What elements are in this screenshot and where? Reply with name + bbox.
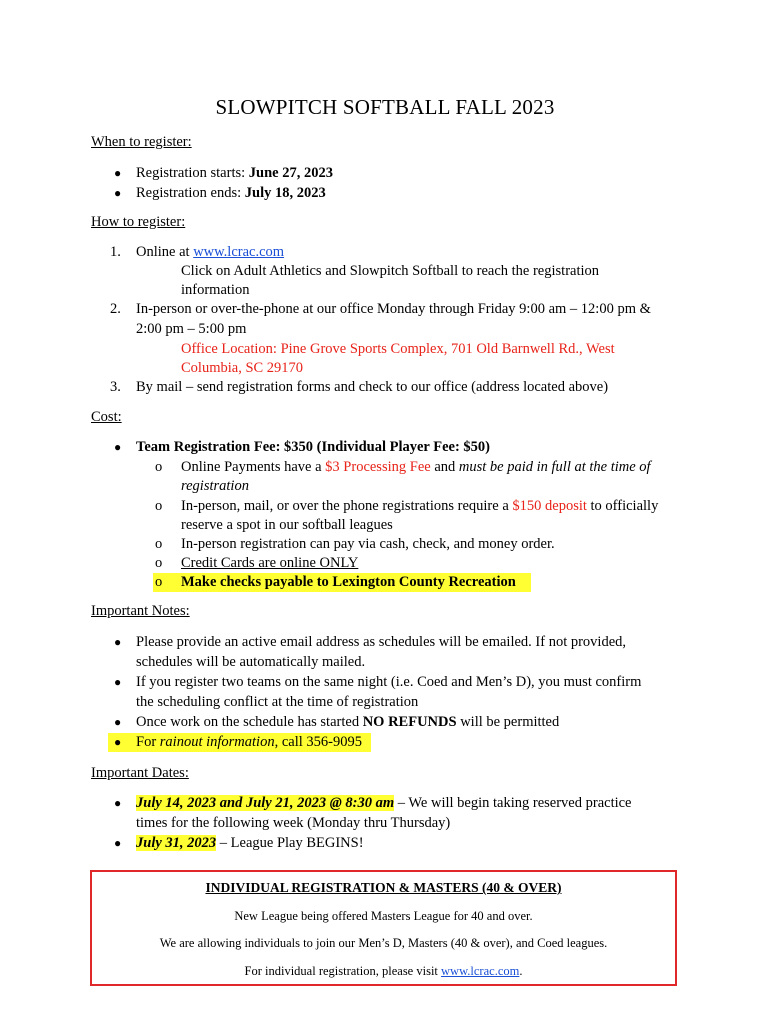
how-item-in-person-2: 2:00 pm – 5:00 pm [136, 321, 247, 337]
bullet-icon: ● [114, 715, 122, 729]
how-heading: How to register: [91, 214, 186, 230]
cost-heading: Cost: [91, 409, 122, 425]
how-item-online: Online at www.lcrac.com [136, 244, 285, 260]
note-email: Please provide an active email address as schedules will be emailed. If not provided, [136, 634, 627, 650]
how-item-online-detail-2: information [181, 282, 250, 298]
how-item-online-detail: Click on Adult Athletics and Slowpitch Softball to reach the registration [181, 263, 600, 279]
note-email-2: schedules will be automatically mailed. [136, 654, 366, 670]
bullet-icon: ● [114, 796, 122, 810]
notes-heading: Important Notes: [91, 603, 190, 619]
bullet-icon: ● [114, 735, 122, 749]
box-visit-line: For individual registration, please visit www.lcrac.com. [244, 964, 523, 978]
box-individuals-line: We are allowing individuals to join our Men’s D, Masters (40 & over), and Coed leagues. [159, 936, 608, 950]
online-payment-note: Online Payments have a $3 Processing Fee and must be paid in full at the time of [181, 459, 651, 475]
registration-ends: Registration ends: July 18, 2023 [136, 185, 326, 201]
list-number: 1. [110, 244, 121, 260]
individual-registration-box [90, 870, 677, 986]
sub-bullet-icon: o [155, 574, 163, 590]
sub-bullet-icon: o [155, 536, 163, 552]
deposit-note-2: reserve a spot in our softball leagues [181, 517, 393, 533]
bullet-icon: ● [114, 635, 122, 649]
note-two-teams-2: the scheduling conflict at the time of registration [136, 694, 419, 710]
deposit-note: In-person, mail, or over the phone registrations require a $150 deposit to officially [181, 498, 659, 514]
note-rainout: For rainout information, call 356-9095 [136, 734, 362, 750]
office-location: Office Location: Pine Grove Sports Complex, 701 Old Barnwell Rd., West [181, 341, 615, 357]
list-number: 2. [110, 301, 121, 317]
date-practice-2: times for the following week (Monday thru Thursday) [136, 815, 451, 831]
sub-bullet-icon: o [155, 498, 163, 514]
lcrac-link[interactable]: www.lcrac.com [193, 244, 285, 260]
checks-payable-note: Make checks payable to Lexington County Recreation [181, 574, 516, 590]
bullet-icon: ● [114, 836, 122, 850]
note-no-refunds: Once work on the schedule has started NO REFUNDS will be permitted [136, 714, 560, 730]
date-league-begins: July 31, 2023 – League Play BEGINS! [136, 835, 364, 851]
credit-card-note: Credit Cards are online ONLY [181, 555, 359, 571]
sub-bullet-icon: o [155, 459, 163, 475]
bullet-icon: ● [114, 166, 122, 180]
registration-starts: Registration starts: June 27, 2023 [136, 165, 333, 181]
office-location-2: Columbia, SC 29170 [181, 360, 304, 376]
page-title: SLOWPITCH SOFTBALL FALL 2023 [215, 95, 555, 119]
list-number: 3. [110, 379, 121, 395]
dates-heading: Important Dates: [91, 765, 189, 781]
box-heading: INDIVIDUAL REGISTRATION & MASTERS (40 & OVER) [205, 880, 562, 895]
how-item-mail: By mail – send registration forms and check to our office (address located above) [136, 379, 609, 395]
bullet-icon: ● [114, 440, 122, 454]
sub-bullet-icon: o [155, 555, 163, 571]
date-practice: July 14, 2023 and July 21, 2023 @ 8:30 am – We will begin taking reserved practice [136, 795, 632, 811]
how-item-in-person: In-person or over-the-phone at our office Monday through Friday 9:00 am – 12:00 pm & [136, 301, 651, 317]
box-masters-line: New League being offered Masters League for 40 and over. [234, 909, 533, 923]
bullet-icon: ● [114, 675, 122, 689]
when-heading: When to register: [91, 134, 192, 150]
box-lcrac-link[interactable]: www.lcrac.com [441, 964, 520, 978]
payment-methods-note: In-person registration can pay via cash, check, and money order. [181, 536, 555, 552]
online-payment-note-2: registration [181, 478, 249, 494]
note-two-teams: If you register two teams on the same night (i.e. Coed and Men’s D), you must confirm [136, 674, 642, 690]
bullet-icon: ● [114, 186, 122, 200]
team-fee: Team Registration Fee: $350 (Individual Player Fee: $50) [136, 439, 490, 455]
